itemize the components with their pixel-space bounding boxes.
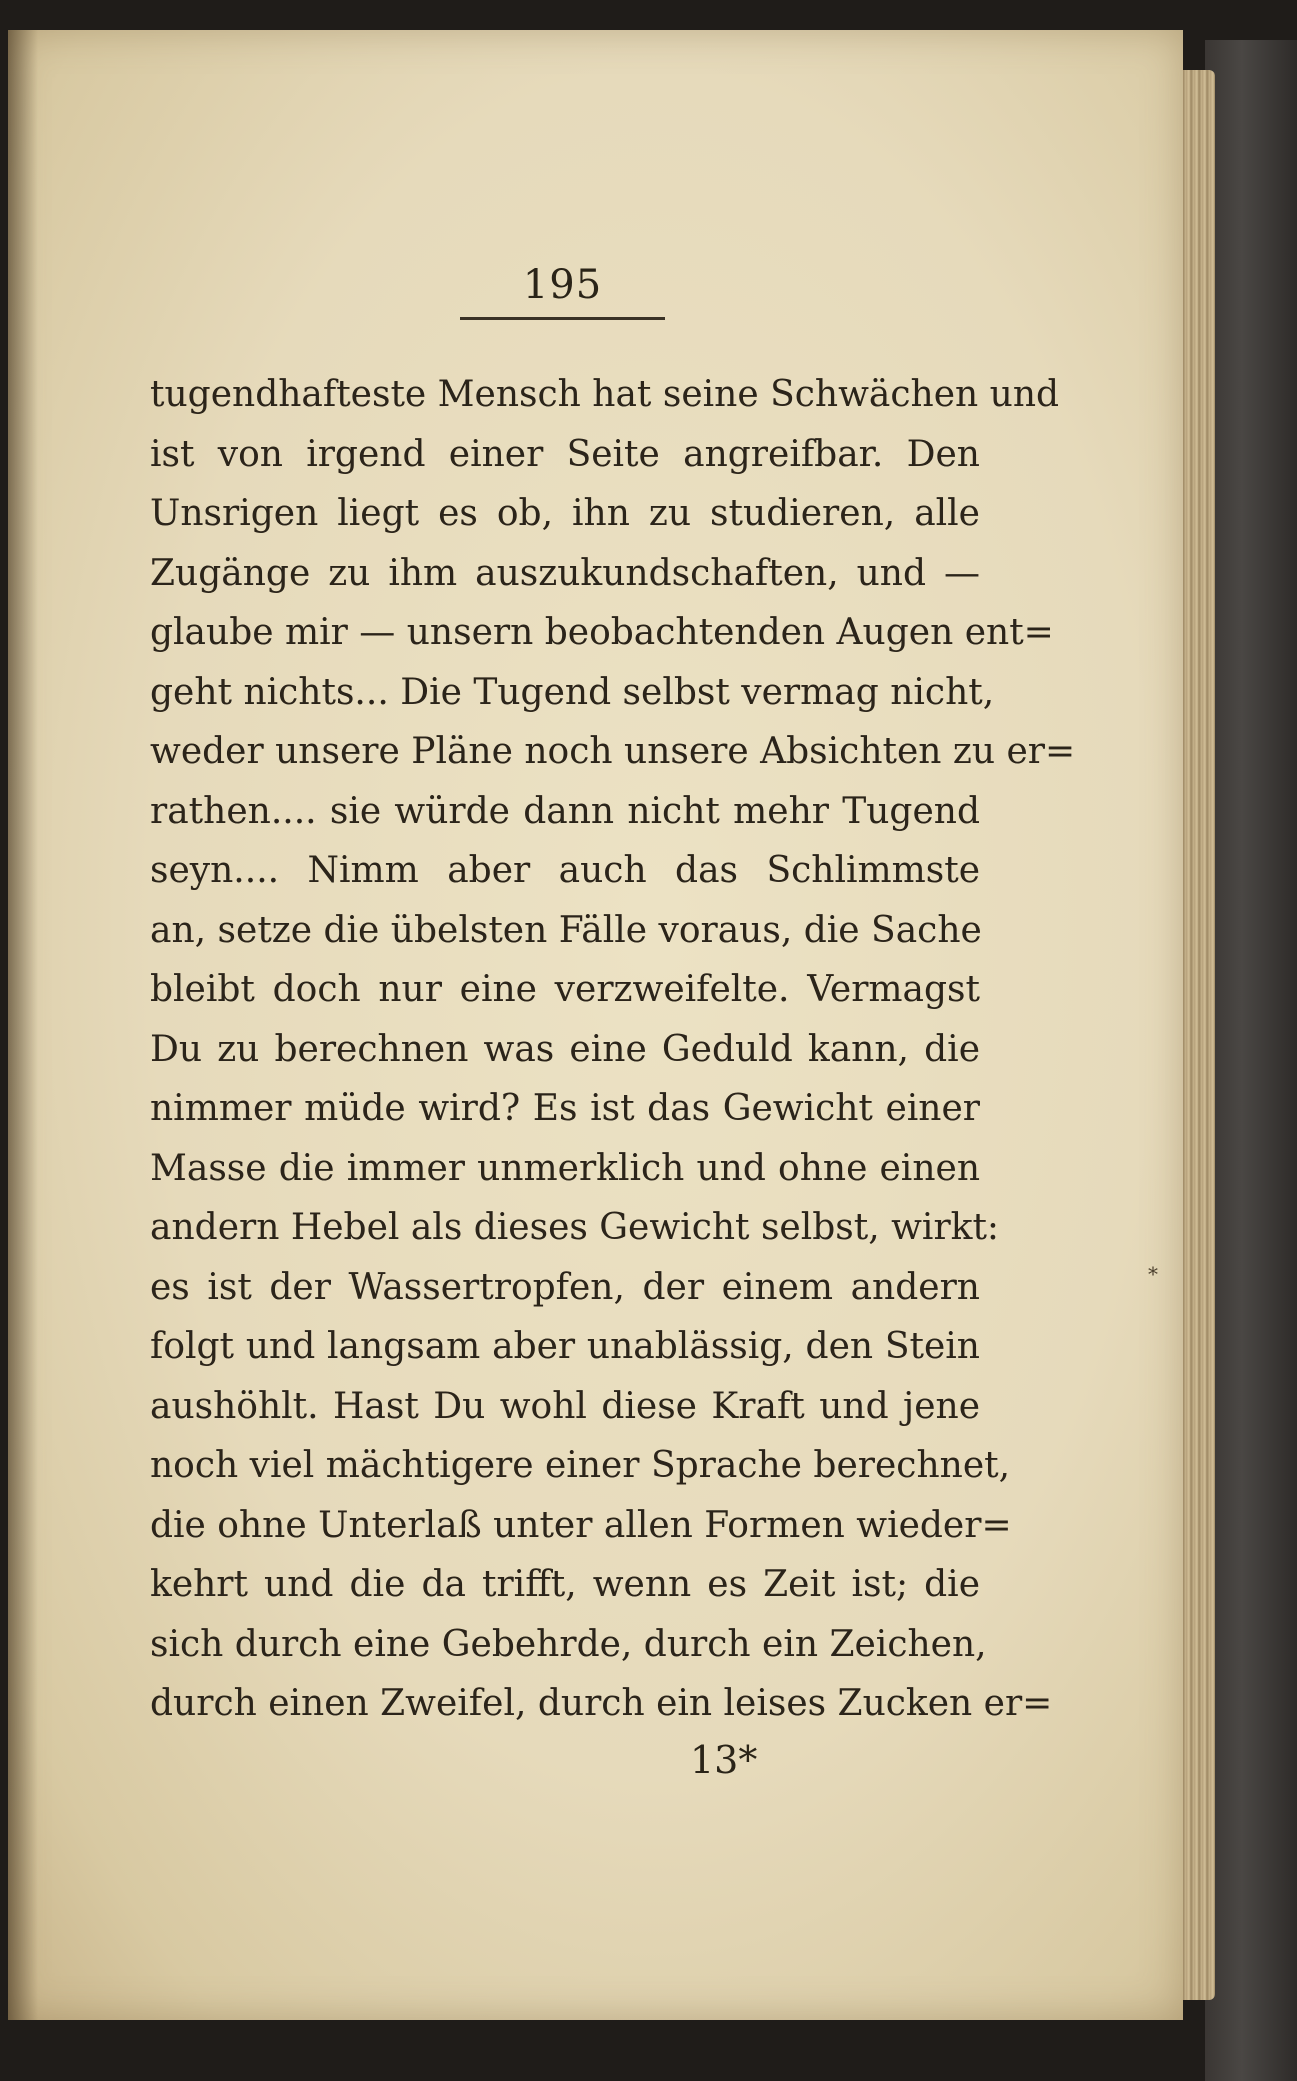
text-line: tugendhafteste Mensch hat seine Schwächen und xyxy=(150,374,1060,415)
text-line: kehrt und die da trifft, wenn es Zeit ist; die xyxy=(150,1564,980,1605)
signature-mark: 13* xyxy=(690,1738,758,1782)
text-line: an, setze die übelsten Fälle voraus, die Sache xyxy=(150,909,982,951)
text-line: Unsrigen liegt es ob, ihn zu studieren, alle xyxy=(150,493,980,534)
margin-mark: * xyxy=(1148,1262,1158,1286)
text-line: Masse die immer unmerklich und ohne einen xyxy=(150,1147,980,1189)
text-line: seyn.... Nimm aber auch das Schlimmste xyxy=(150,850,980,891)
text-line: andern Hebel als dieses Gewicht selbst, wirkt: xyxy=(150,1207,1000,1248)
page-number: 195 xyxy=(522,262,603,308)
text-line: die ohne Unterlaß unter allen Formen wieder= xyxy=(150,1504,1012,1546)
book-cover-edge xyxy=(1205,40,1297,2081)
text-line: aushöhlt. Hast Du wohl diese Kraft und jene xyxy=(150,1385,980,1427)
gutter-shadow xyxy=(8,30,38,2020)
text-line: glaube mir — unsern beobachtenden Augen ent= xyxy=(150,612,1054,653)
text-line: bleibt doch nur eine verzweifelte. Vermagst xyxy=(150,969,980,1010)
text-line: weder unsere Pläne noch unsere Absichten zu er= xyxy=(150,731,1076,772)
text-line: Du zu berechnen was eine Geduld kann, die xyxy=(150,1028,980,1070)
header-rule xyxy=(460,317,665,320)
text-line: rathen.... sie würde dann nicht mehr Tugend xyxy=(150,790,980,832)
text-line: noch viel mächtigere einer Sprache berechnet, xyxy=(150,1445,1011,1486)
text-line: durch einen Zweifel, durch ein leises Zucken er= xyxy=(150,1683,1053,1724)
text-line: sich durch eine Gebehrde, durch ein Zeichen, xyxy=(150,1623,987,1665)
text-line: ist von irgend einer Seite angreifbar. Den xyxy=(150,433,980,475)
text-line: Zugänge zu ihm auszukundschaften, und — xyxy=(150,552,980,594)
body-text xyxy=(150,365,1076,1734)
text-line: geht nichts... Die Tugend selbst vermag nicht, xyxy=(150,671,995,713)
text-line: nimmer müde wird? Es ist das Gewicht einer xyxy=(150,1088,980,1129)
text-line: es ist der Wassertropfen, der einem andern xyxy=(150,1266,980,1308)
text-line: folgt und langsam aber unablässig, den Stein xyxy=(150,1326,980,1367)
